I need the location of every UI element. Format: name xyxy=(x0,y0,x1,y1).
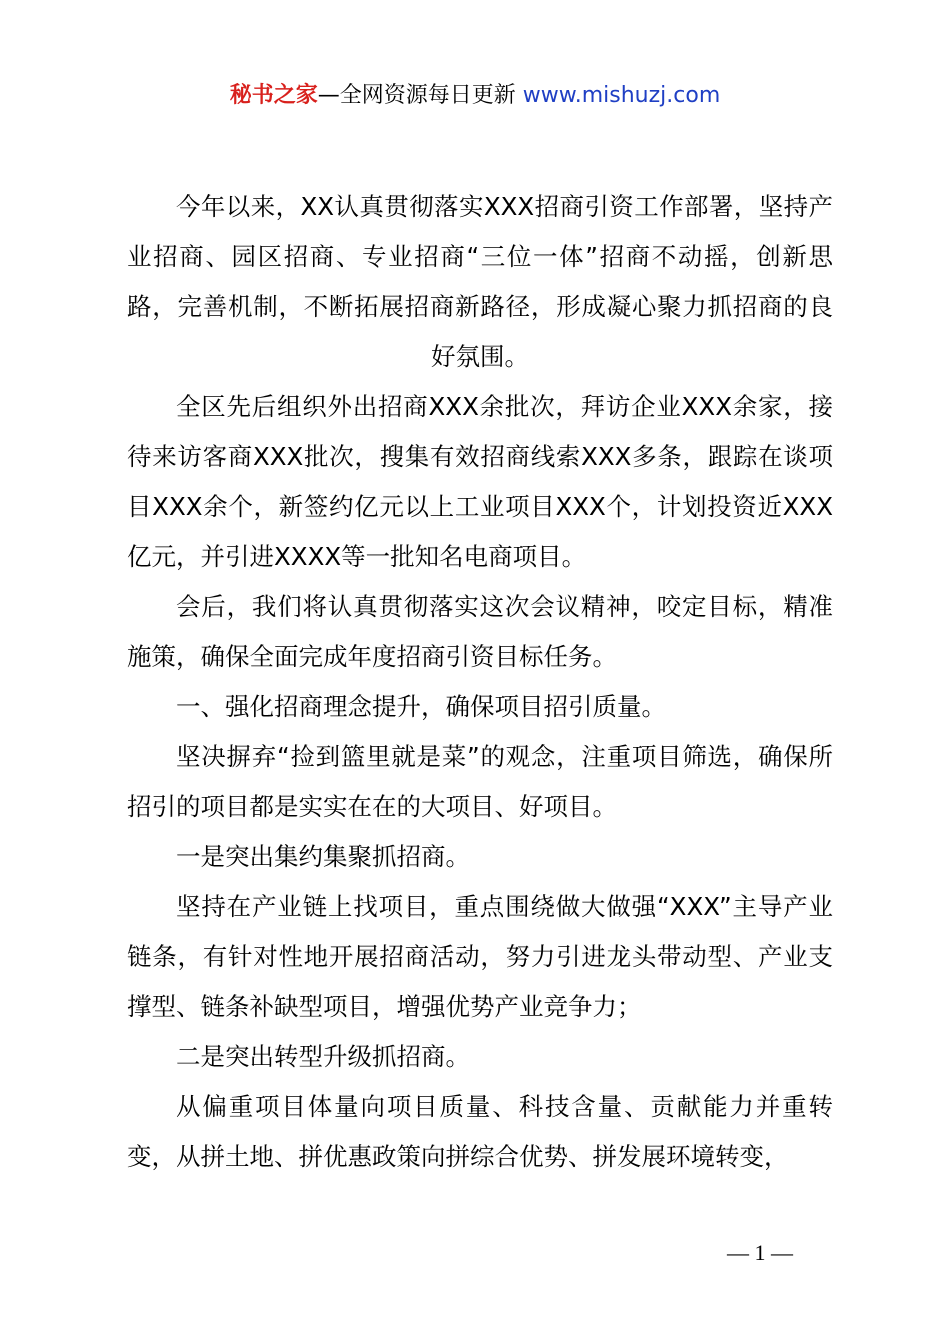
subheading-1: 一是突出集约集聚抓招商。 xyxy=(176,842,470,871)
paragraph-industry-chain: 坚持在产业链上找项目，重点围绕做大做强“XXX”主导产业链条，有针对性地开展招商活动，努力引进龙头带动型、产业支撑型、链条补缺型项目，增强优势产业竞争力； xyxy=(127,892,833,1021)
subheading-2: 二是突出转型升级抓招商。 xyxy=(176,1042,470,1071)
site-url-link[interactable]: www.mishuzj.com xyxy=(522,83,721,108)
site-tagline: —全网资源每日更新 xyxy=(317,83,516,108)
paragraph-statistics: 全区先后组织外出招商XXX余批次，拜访企业XXX余家，接待来访客商XXX批次，搜集有效招商线索XXX多条，跟踪在谈项目XXX余个，新签约亿元以上工业项目XXX个，计划投资近XXX亿元，并引进XXXX等一批知名电商项目。 xyxy=(127,392,833,571)
paragraph-intro: 今年以来，XX认真贯彻落实XXX招商引资工作部署，坚持产业招商、园区招商、专业招商“三位一体”招商不动摇，创新思路，完善机制，不断拓展招商新路径，形成凝心聚力抓招商的良好氛围。 xyxy=(127,192,833,371)
site-header xyxy=(0,80,950,112)
page-number: — 1 — xyxy=(727,1240,793,1265)
paragraph-transformation: 从偏重项目体量向项目质量、科技含量、贡献能力并重转变，从拼土地、拼优惠政策向拼综合优势、拼发展环境转变， xyxy=(127,1092,833,1171)
paragraph-project-quality: 坚决摒弃“捡到篮里就是菜”的观念，注重项目筛选，确保所招引的项目都是实实在在的大项目、好项目。 xyxy=(127,742,833,821)
paragraph-meeting: 会后，我们将认真贯彻落实这次会议精神，咬定目标，精准施策，确保全面完成年度招商引资目标任务。 xyxy=(127,592,833,671)
site-brand: 秘书之家 xyxy=(229,83,318,108)
section-heading-1: 一、强化招商理念提升，确保项目招引质量。 xyxy=(176,692,666,721)
document-body xyxy=(127,182,833,1182)
